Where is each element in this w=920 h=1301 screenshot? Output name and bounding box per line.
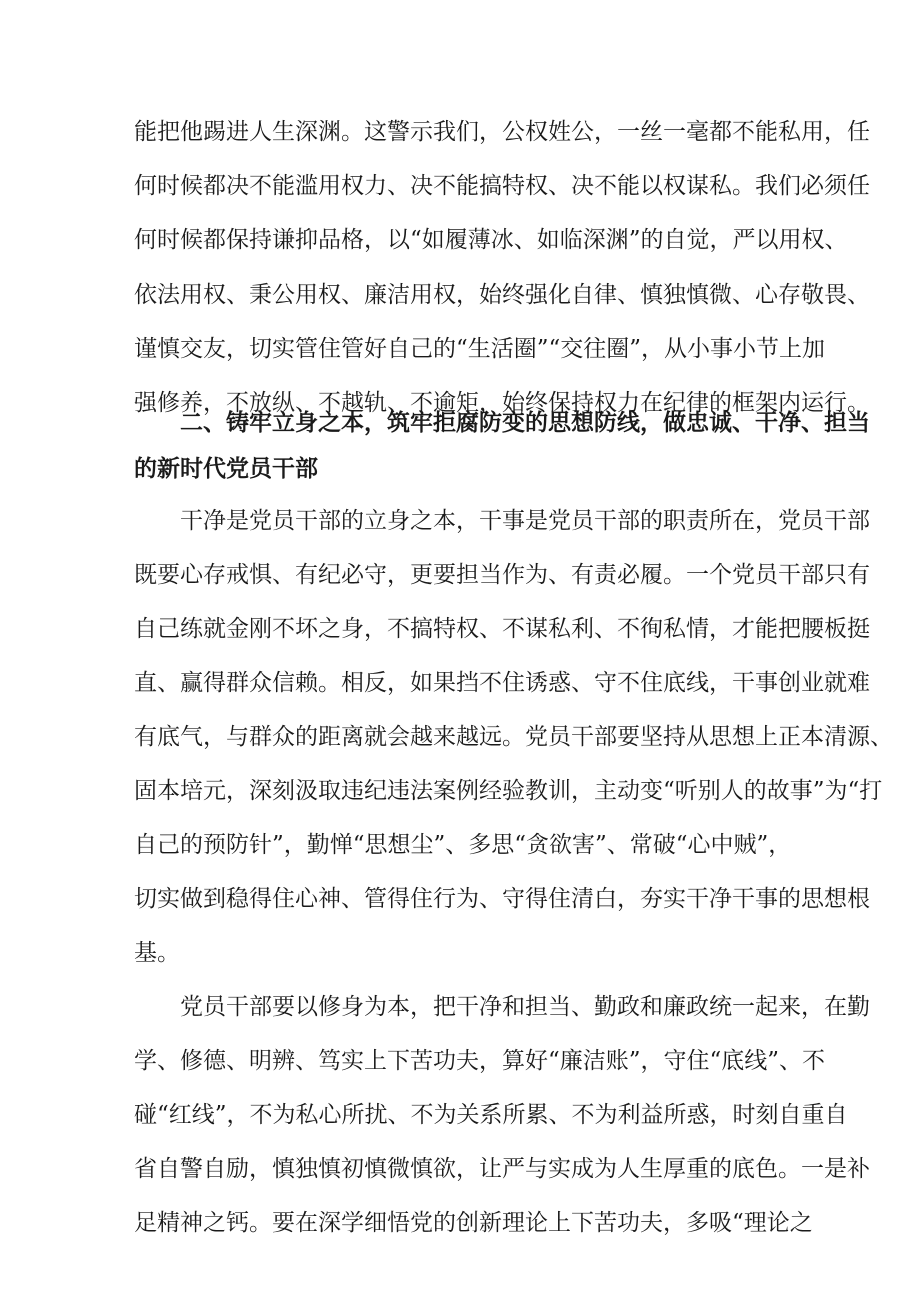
- text-line: 能把他踢进人生深渊。这警示我们，公权姓公，一丝一毫都不能私用，任: [134, 119, 870, 145]
- heading-line: 的新时代党员干部: [134, 456, 318, 482]
- text-line: 既要心存戒惧、有纪必守，更要担当作为、有责必履。一个党员干部只有: [134, 562, 870, 588]
- text-line: 自己练就金刚不坏之身，不搞特权、不谋私利、不徇私情，才能把腰板挺: [134, 616, 870, 642]
- text-line: 直、赢得群众信赖。相反，如果挡不住诱惑、守不住底线，干事创业就难: [134, 670, 870, 696]
- text-line: 学、修德、明辨、笃实上下苦功夫，算好“廉洁账”，守住“底线”、不: [134, 1048, 826, 1074]
- text-line: 强修养，不放纵、不越轨、不逾矩，始终保持权力在纪律的框架内运行。: [134, 390, 870, 416]
- text-line: 依法用权、秉公用权、廉洁用权，始终强化自律、慎独慎微、心存敬畏、: [134, 282, 870, 308]
- text-line: 自己的预防针”，勤惮“思想尘”、多思“贪欲害”、常破“心中贼”，: [134, 832, 792, 858]
- text-line: 碰“红线”，不为私心所扰、不为关系所累、不为利益所惑，时刻自重自: [134, 1102, 848, 1128]
- text-line: 固本培元，深刻汲取违纪违法案例经验教训，主动变“听别人的故事”为“打: [134, 778, 883, 804]
- text-line: 党员干部要以修身为本，把干净和担当、勤政和廉政统一起来，在勤: [180, 994, 870, 1020]
- text-line: 切实做到稳得住心神、管得住行为、守得住清白，夯实干净干事的思想根: [134, 886, 870, 912]
- text-line: 何时候都决不能滥用权力、决不能搞特权、决不能以权谋私。我们必须任: [134, 173, 870, 199]
- text-line: 干净是党员干部的立身之本，干事是党员干部的职责所在，党员干部: [180, 508, 870, 534]
- text-line: 有底气，与群众的距离就会越来越远。党员干部要坚持从思想上正本清源、: [134, 724, 893, 750]
- heading-line: 二、铸牢立身之本，筑牢拒腐防变的思想防线，做忠诚、干净、担当: [180, 410, 870, 436]
- text-line: 基。: [134, 940, 180, 966]
- text-line: 何时候都保持谦抑品格，以“如履薄冰、如临深渊”的自觉，严以用权、: [134, 227, 848, 253]
- text-line: 谨慎交友，切实管住管好自己的“生活圈”“交往圈”，从小事小节上加: [134, 336, 826, 362]
- text-line: 足精神之钙。要在深学细悟党的创新理论上下苦功夫，多吸“理论之: [134, 1210, 813, 1236]
- text-line: 省自警自励，慎独慎初慎微慎欲，让严与实成为人生厚重的底色。一是补: [134, 1156, 870, 1182]
